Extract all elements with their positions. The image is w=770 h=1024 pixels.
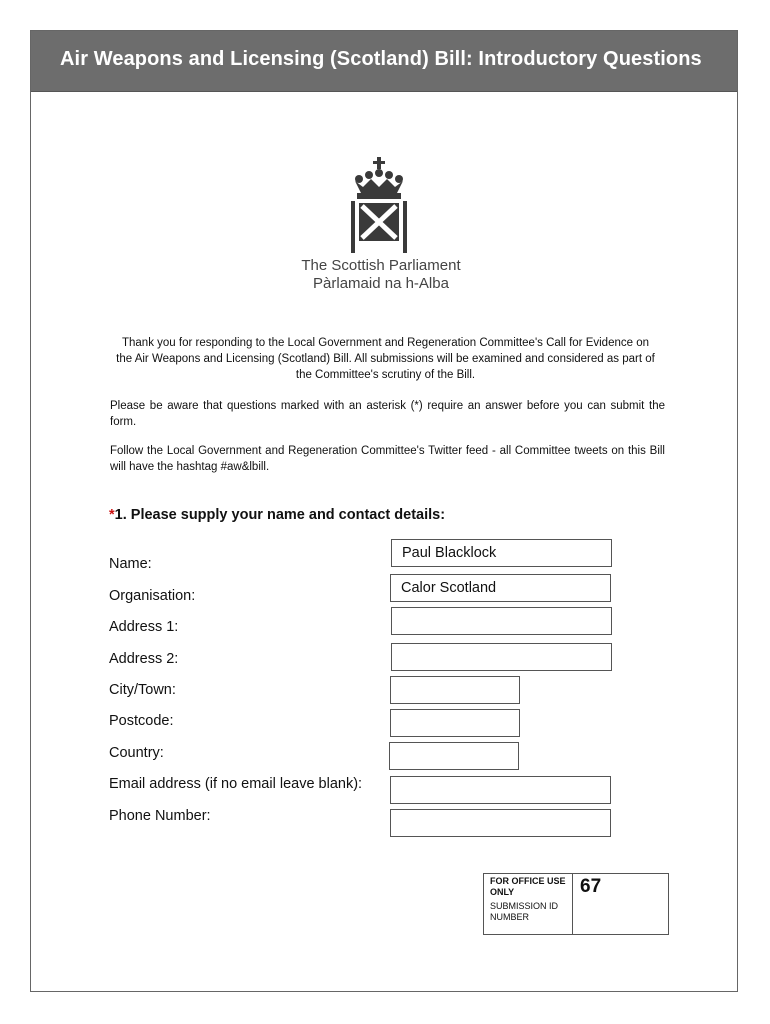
office-use-labels (484, 874, 573, 934)
postcode-label: Postcode: (109, 713, 174, 729)
office-use-label: FOR OFFICE USE ONLY (490, 876, 566, 897)
email-label: Email address (if no email leave blank): (109, 776, 363, 792)
asterisk-note: Please be aware that questions marked with an asterisk (*) require an answer before you can submit the form. (110, 400, 665, 428)
name-label: Name: (109, 556, 152, 572)
submission-id-label: SUBMISSION ID NUMBER (490, 901, 559, 922)
twitter-note: Follow the Local Government and Regeneration Committee's Twitter feed - all Committee tweets on this Bill will have the hashtag #aw&lbill. (110, 445, 665, 473)
submission-id-value: 67 (580, 876, 602, 897)
address2-label: Address 2: (109, 651, 179, 667)
logo-line-gaelic: Pàrlamaid na h-Alba (313, 275, 449, 292)
city-field[interactable] (390, 676, 520, 704)
header-bar (31, 31, 737, 92)
country-field[interactable] (389, 742, 519, 770)
intro-text: Thank you for responding to the Local Government and Regeneration Committee's Call for Evidence on the Air Weapons and Licensing (Scotland) Bill. All submissions will be examined and considered as part of the Committee's scrutiny of the Bill. (116, 337, 655, 381)
logo-line-english: The Scottish Parliament (301, 257, 461, 274)
address1-field[interactable] (391, 607, 612, 635)
organisation-label: Organisation: (109, 588, 196, 604)
page-title: Air Weapons and Licensing (Scotland) Bill: Introductory Questions (60, 48, 702, 70)
postcode-field[interactable] (390, 709, 520, 737)
country-label: Country: (109, 745, 164, 761)
address2-field[interactable] (391, 643, 612, 671)
required-asterisk: * (109, 507, 115, 523)
phone-label: Phone Number: (109, 808, 211, 824)
question-1-text: 1. Please supply your name and contact details: (114, 507, 446, 523)
phone-field[interactable] (390, 809, 611, 837)
organisation-field[interactable]: Calor Scotland (390, 574, 611, 602)
email-field[interactable] (390, 776, 611, 804)
scottish-parliament-crown-saltire-icon (347, 157, 411, 253)
office-use-box (483, 873, 669, 935)
logo-text (231, 257, 531, 293)
city-label: City/Town: (109, 682, 176, 698)
address1-label: Address 1: (109, 619, 179, 635)
question-1-heading (109, 507, 445, 523)
name-field[interactable]: Paul Blacklock (391, 539, 612, 567)
form-page (30, 30, 738, 992)
